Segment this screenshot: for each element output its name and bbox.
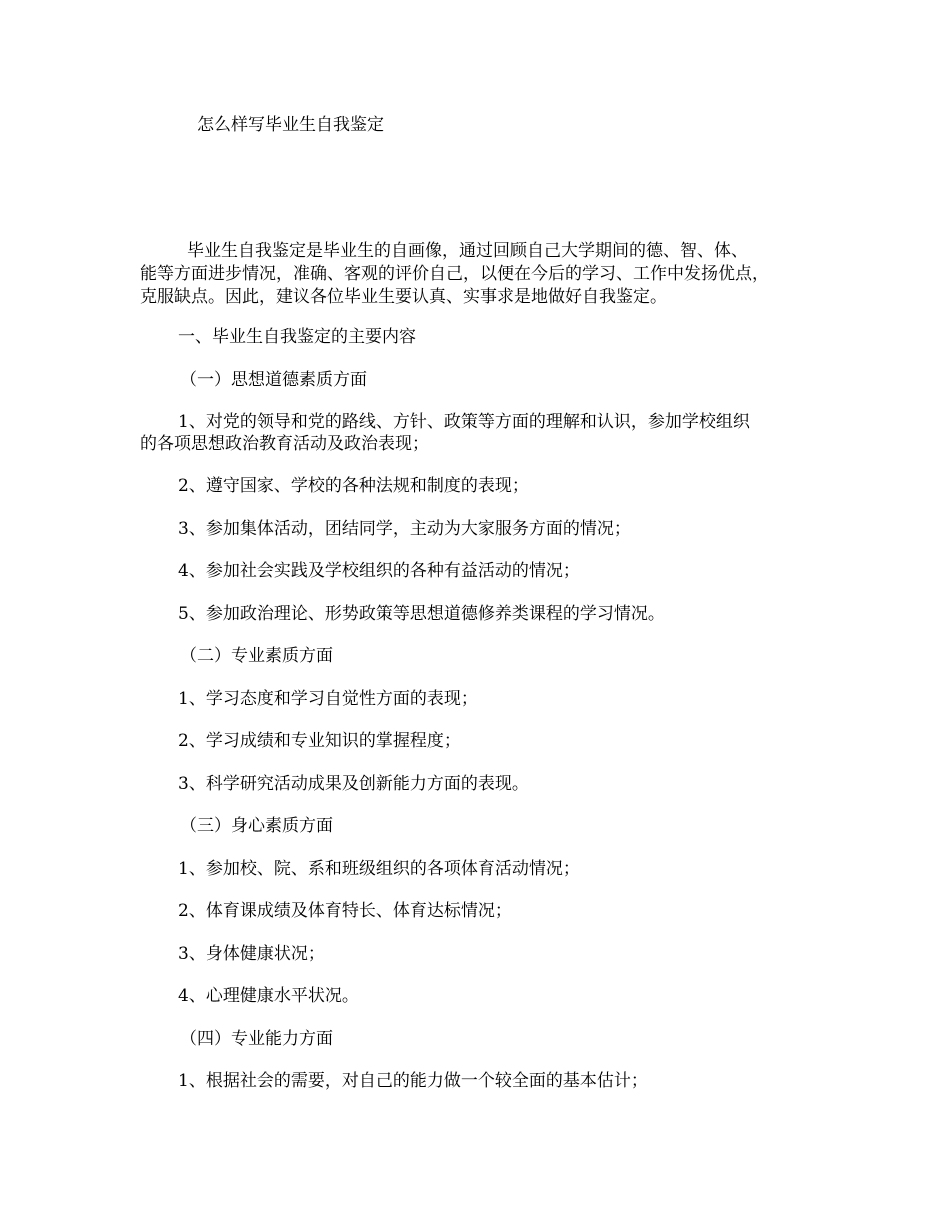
document-title: 怎么样写毕业生自我鉴定 (197, 115, 384, 135)
section-heading: 一、毕业生自我鉴定的主要内容 (178, 327, 416, 347)
list-item: 1、对党的领导和党的路线、方针、政策等方面的理解和认识，参加学校组织 (178, 412, 750, 432)
list-item: 2、体育课成绩及体育特长、体育达标情况； (178, 901, 512, 921)
list-item: 1、参加校、院、系和班级组织的各项体育活动情况； (178, 859, 580, 879)
subsection-heading: （一）思想道德素质方面 (180, 370, 367, 390)
list-item: 3、科学研究活动成果及创新能力方面的表现。 (178, 774, 529, 794)
list-item: 1、学习态度和学习自觉性方面的表现； (178, 689, 478, 709)
subsection-heading: （四）专业能力方面 (180, 1029, 333, 1049)
list-item-continuation: 的各项思想政治教育活动及政治表现； (140, 434, 429, 454)
list-item: 5、参加政治理论、形势政策等思想道德修养类课程的学习情况。 (178, 604, 665, 624)
list-item: 3、身体健康状况； (178, 944, 325, 964)
list-item: 3、参加集体活动，团结同学，主动为大家服务方面的情况； (178, 519, 631, 539)
subsection-heading: （二）专业素质方面 (180, 646, 333, 666)
subsection-heading: （三）身心素质方面 (180, 816, 333, 836)
list-item: 4、心理健康水平状况。 (178, 986, 359, 1006)
list-item: 4、参加社会实践及学校组织的各种有益活动的情况； (178, 561, 580, 581)
intro-paragraph (140, 240, 820, 309)
list-item: 2、遵守国家、学校的各种法规和制度的表现； (178, 476, 529, 496)
list-item: 2、学习成绩和专业知识的掌握程度； (178, 731, 461, 751)
list-item: 1、根据社会的需要，对自己的能力做一个较全面的基本估计； (178, 1071, 648, 1091)
intro-line: 克服缺点。因此，建议各位毕业生要认真、实事求是地做好自我鉴定。 (140, 287, 667, 307)
intro-line: 能等方面进步情况，准确、客观的评价自己，以便在今后的学习、工作中发扬优点， (140, 264, 769, 284)
intro-line: 毕业生自我鉴定是毕业生的自画像，通过回顾自己大学期间的德、智、体、 (187, 241, 748, 261)
